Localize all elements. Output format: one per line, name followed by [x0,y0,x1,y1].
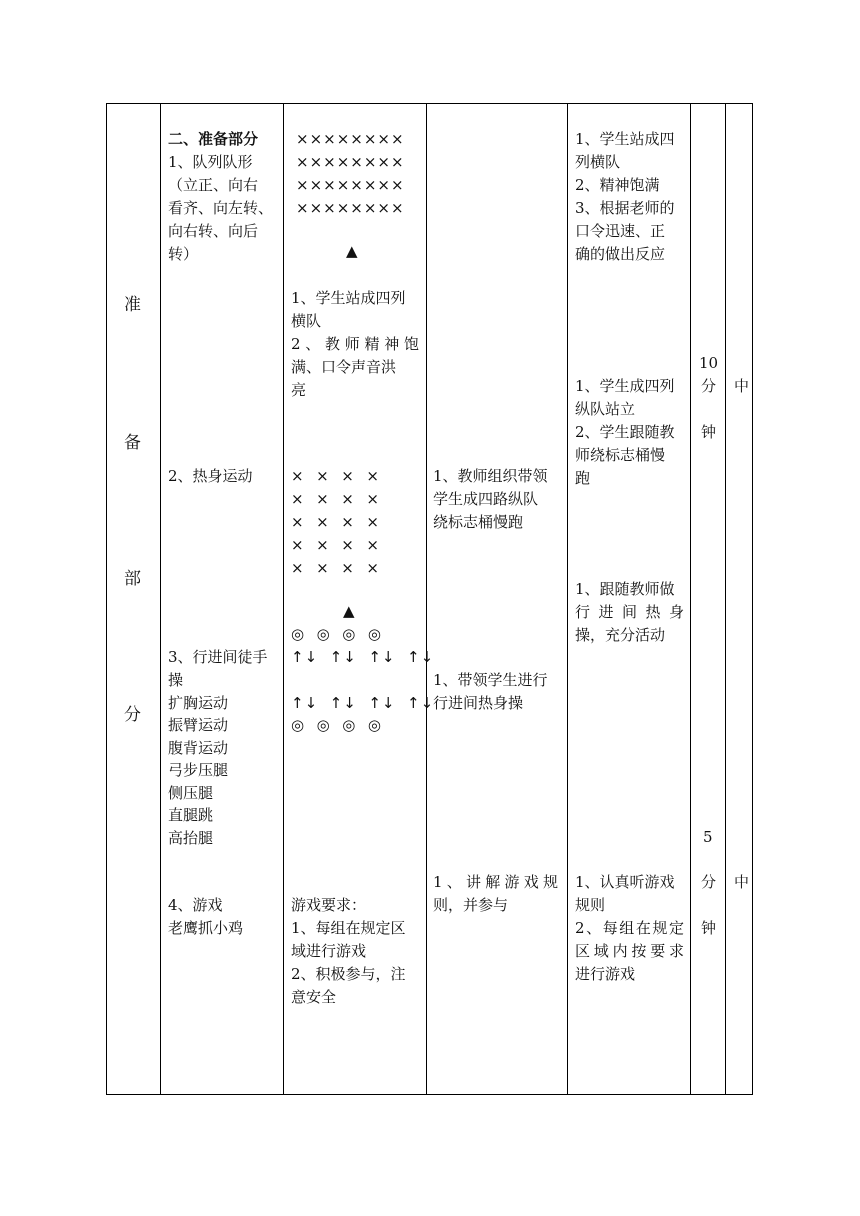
teacher-activity: 学生成四路纵队 [433,490,539,508]
game-requirement: 域进行游戏 [291,942,367,960]
formation-row: × × × × [291,513,380,531]
content-line: 4、游戏 [168,896,223,914]
game-requirement: 2、积极参与，注 [291,965,406,983]
formation-row: ◎ ◎ ◎ ◎ [291,716,382,734]
content-line: （立正、向右 [168,176,259,194]
student-activity: 列横队 [575,153,621,171]
section-label-char: 准 [124,295,141,315]
student-activity: 纵队站立 [575,400,636,418]
formation-row: × × × × [291,536,380,554]
student-activity: 1、学生成四列 [575,377,675,395]
game-requirement: 1、每组在规定区 [291,919,406,937]
formation-row: ×××××××× [296,153,405,171]
diagram-note: 2、教师精神饱 [291,335,419,353]
column-divider [690,104,691,1094]
time-unit: 钟 [701,919,717,937]
content-line: 2、热身运动 [168,467,253,485]
teacher-triangle-icon: ▲ [343,602,355,620]
formation-row: × × × × [291,467,380,485]
diagram-note: 1、学生站成四列 [291,289,406,307]
formation-row: × × × × [291,490,380,508]
student-activity: 操，充分活动 [575,626,666,644]
student-activity: 规则 [575,896,606,914]
diagram-note: 横队 [291,312,322,330]
content-line: 看齐、向左转、 [168,199,274,217]
content-line: 高抬腿 [168,829,214,847]
content-line: 1、队列队形 [168,153,253,171]
student-activity: 跑 [575,469,591,487]
content-line: 侧压腿 [168,784,214,802]
formation-row: ◎ ◎ ◎ ◎ [291,625,382,643]
student-activity: 行进间热身 [575,603,684,621]
time-unit: 分 [701,873,717,891]
formation-row: ↑↓ ↑↓ ↑↓ ↑↓ [291,694,435,712]
student-activity: 2、学生跟随教 [575,423,675,441]
diagram-note: 亮 [291,381,307,399]
diagram-note: 满、口令声音洪 [291,358,397,376]
section-title: 二、准备部分 [168,130,259,148]
time-unit: 钟 [701,423,717,441]
time-value: 10 [699,354,719,372]
student-activity: 1、学生站成四 [575,130,675,148]
student-activity: 口令迅速、正 [575,222,666,240]
teacher-activity: 1、讲解游戏规 [433,873,558,891]
content-line: 向右转、向后 [168,222,259,240]
content-line: 老鹰抓小鸡 [168,919,244,937]
formation-row: ×××××××× [296,176,405,194]
formation-row: × × × × [291,559,380,577]
game-requirement: 意安全 [291,988,337,1006]
content-line: 操 [168,671,184,689]
content-line: 3、行进间徒手 [168,648,268,666]
intensity-value: 中 [734,377,750,395]
column-divider [426,104,427,1094]
formation-row: ×××××××× [296,199,405,217]
student-activity: 1、认真听游戏 [575,873,675,891]
time-unit: 分 [701,377,717,395]
content-line: 腹背运动 [168,739,229,757]
teacher-activity: 1、带领学生进行 [433,671,548,689]
content-line: 振臂运动 [168,716,229,734]
teacher-activity: 行进间热身操 [433,694,524,712]
content-line: 转） [168,245,199,263]
teacher-activity: 则，并参与 [433,896,509,914]
content-line: 直腿跳 [168,806,214,824]
section-label-char: 备 [124,433,141,453]
content-line: 扩胸运动 [168,694,229,712]
content-line: 弓步压腿 [168,761,229,779]
teacher-activity: 绕标志桶慢跑 [433,513,524,531]
section-label-char: 部 [124,569,141,589]
student-activity: 2、精神饱满 [575,176,660,194]
student-activity: 确的做出反应 [575,245,666,263]
student-activity: 2、每组在规定 [575,919,684,937]
teacher-activity: 1、教师组织带领 [433,467,548,485]
formation-row: ↑↓ ↑↓ ↑↓ ↑↓ [291,648,435,666]
column-divider [567,104,568,1094]
student-activity: 区域内按要求 [575,942,684,960]
student-activity: 3、根据老师的 [575,199,675,217]
intensity-value: 中 [734,873,750,891]
student-activity: 1、跟随教师做 [575,580,675,598]
column-divider [283,104,284,1094]
game-requirement: 游戏要求： [291,896,367,914]
teacher-triangle-icon: ▲ [346,242,358,260]
student-activity: 师绕标志桶慢 [575,446,666,464]
time-value: 5 [703,828,713,846]
column-divider [160,104,161,1094]
formation-row: ×××××××× [296,130,405,148]
student-activity: 进行游戏 [575,965,636,983]
section-label-char: 分 [124,705,141,725]
column-divider [725,104,726,1094]
